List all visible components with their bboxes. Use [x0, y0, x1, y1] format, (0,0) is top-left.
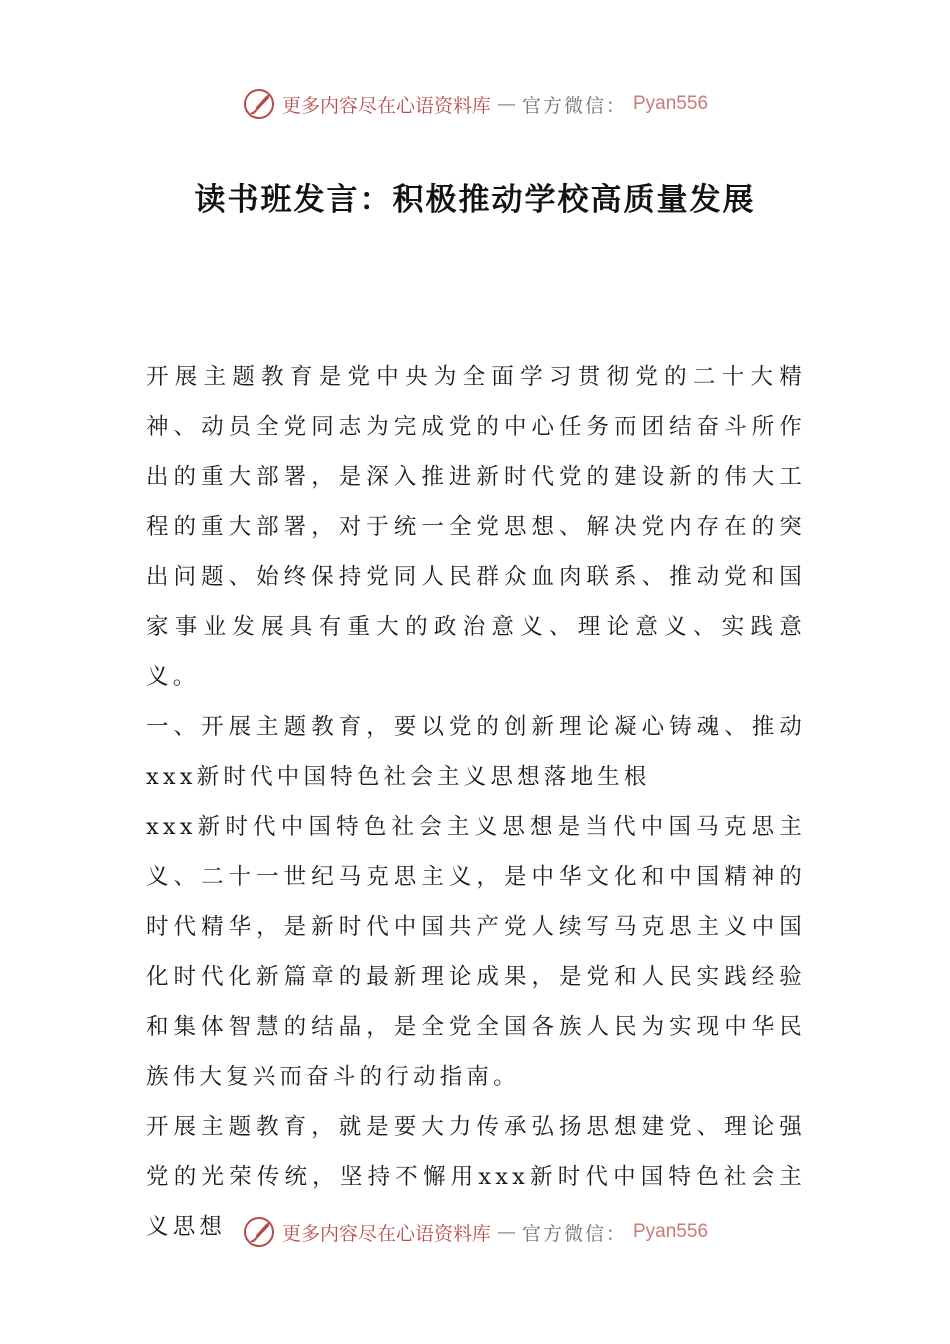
section-heading-1: 一、开展主题教育，要以党的创新理论凝心铸魂、推动xxx新时代中国特色社会主义思想落地生根 — [146, 714, 806, 790]
paragraph-education: 开展主题教育，就是要大力传承弘扬思想建党、理论强党的光荣传统，坚持不懈用xxx新时代中国特色社会主义思想 — [146, 1114, 806, 1240]
footer-watermark — [0, 1212, 950, 1252]
document-title: 读书班发言：积极推动学校高质量发展 — [194, 182, 756, 218]
watermark-dash: — — [496, 1221, 516, 1243]
document-body — [146, 352, 806, 1252]
header-watermark — [0, 84, 950, 124]
paragraph-thought: xxx新时代中国特色社会主义思想是当代中国马克思主义、二十一世纪马克思主义，是中华文化和中国精神的时代精华，是新时代中国共产党人续写马克思主义中国化时代化新篇章的最新理论成果，是党和人民实践经验和集体智慧的结晶，是全党全国各族人民为实现中华民族伟大复兴而奋斗的行动指南。 — [146, 814, 806, 1090]
watermark-wechat-id: Pyan556 — [633, 93, 709, 114]
watermark-wechat-id: Pyan556 — [633, 1221, 709, 1242]
watermark-wechat-label: 官方微信： — [521, 1222, 627, 1245]
quill-logo-icon — [242, 87, 276, 121]
watermark-site-text: 更多内容尽在心语资料库 — [281, 94, 491, 117]
paragraph-intro: 开展主题教育是党中央为全面学习贯彻党的二十大精神、动员全党同志为完成党的中心任务而团结奋斗所作出的重大部署，是深入推进新时代党的建设新的伟大工程的重大部署，对于统一全党思想、解决党内存在的突出问题、始终保持党同人民群众血肉联系、推动党和国家事业发展具有重大的政治意义、理论意义、实践意义。 — [146, 364, 806, 690]
quill-logo-icon — [242, 1215, 276, 1249]
watermark-site-text: 更多内容尽在心语资料库 — [281, 1222, 491, 1245]
watermark-wechat-label: 官方微信： — [521, 94, 627, 117]
watermark-dash: — — [496, 93, 516, 115]
